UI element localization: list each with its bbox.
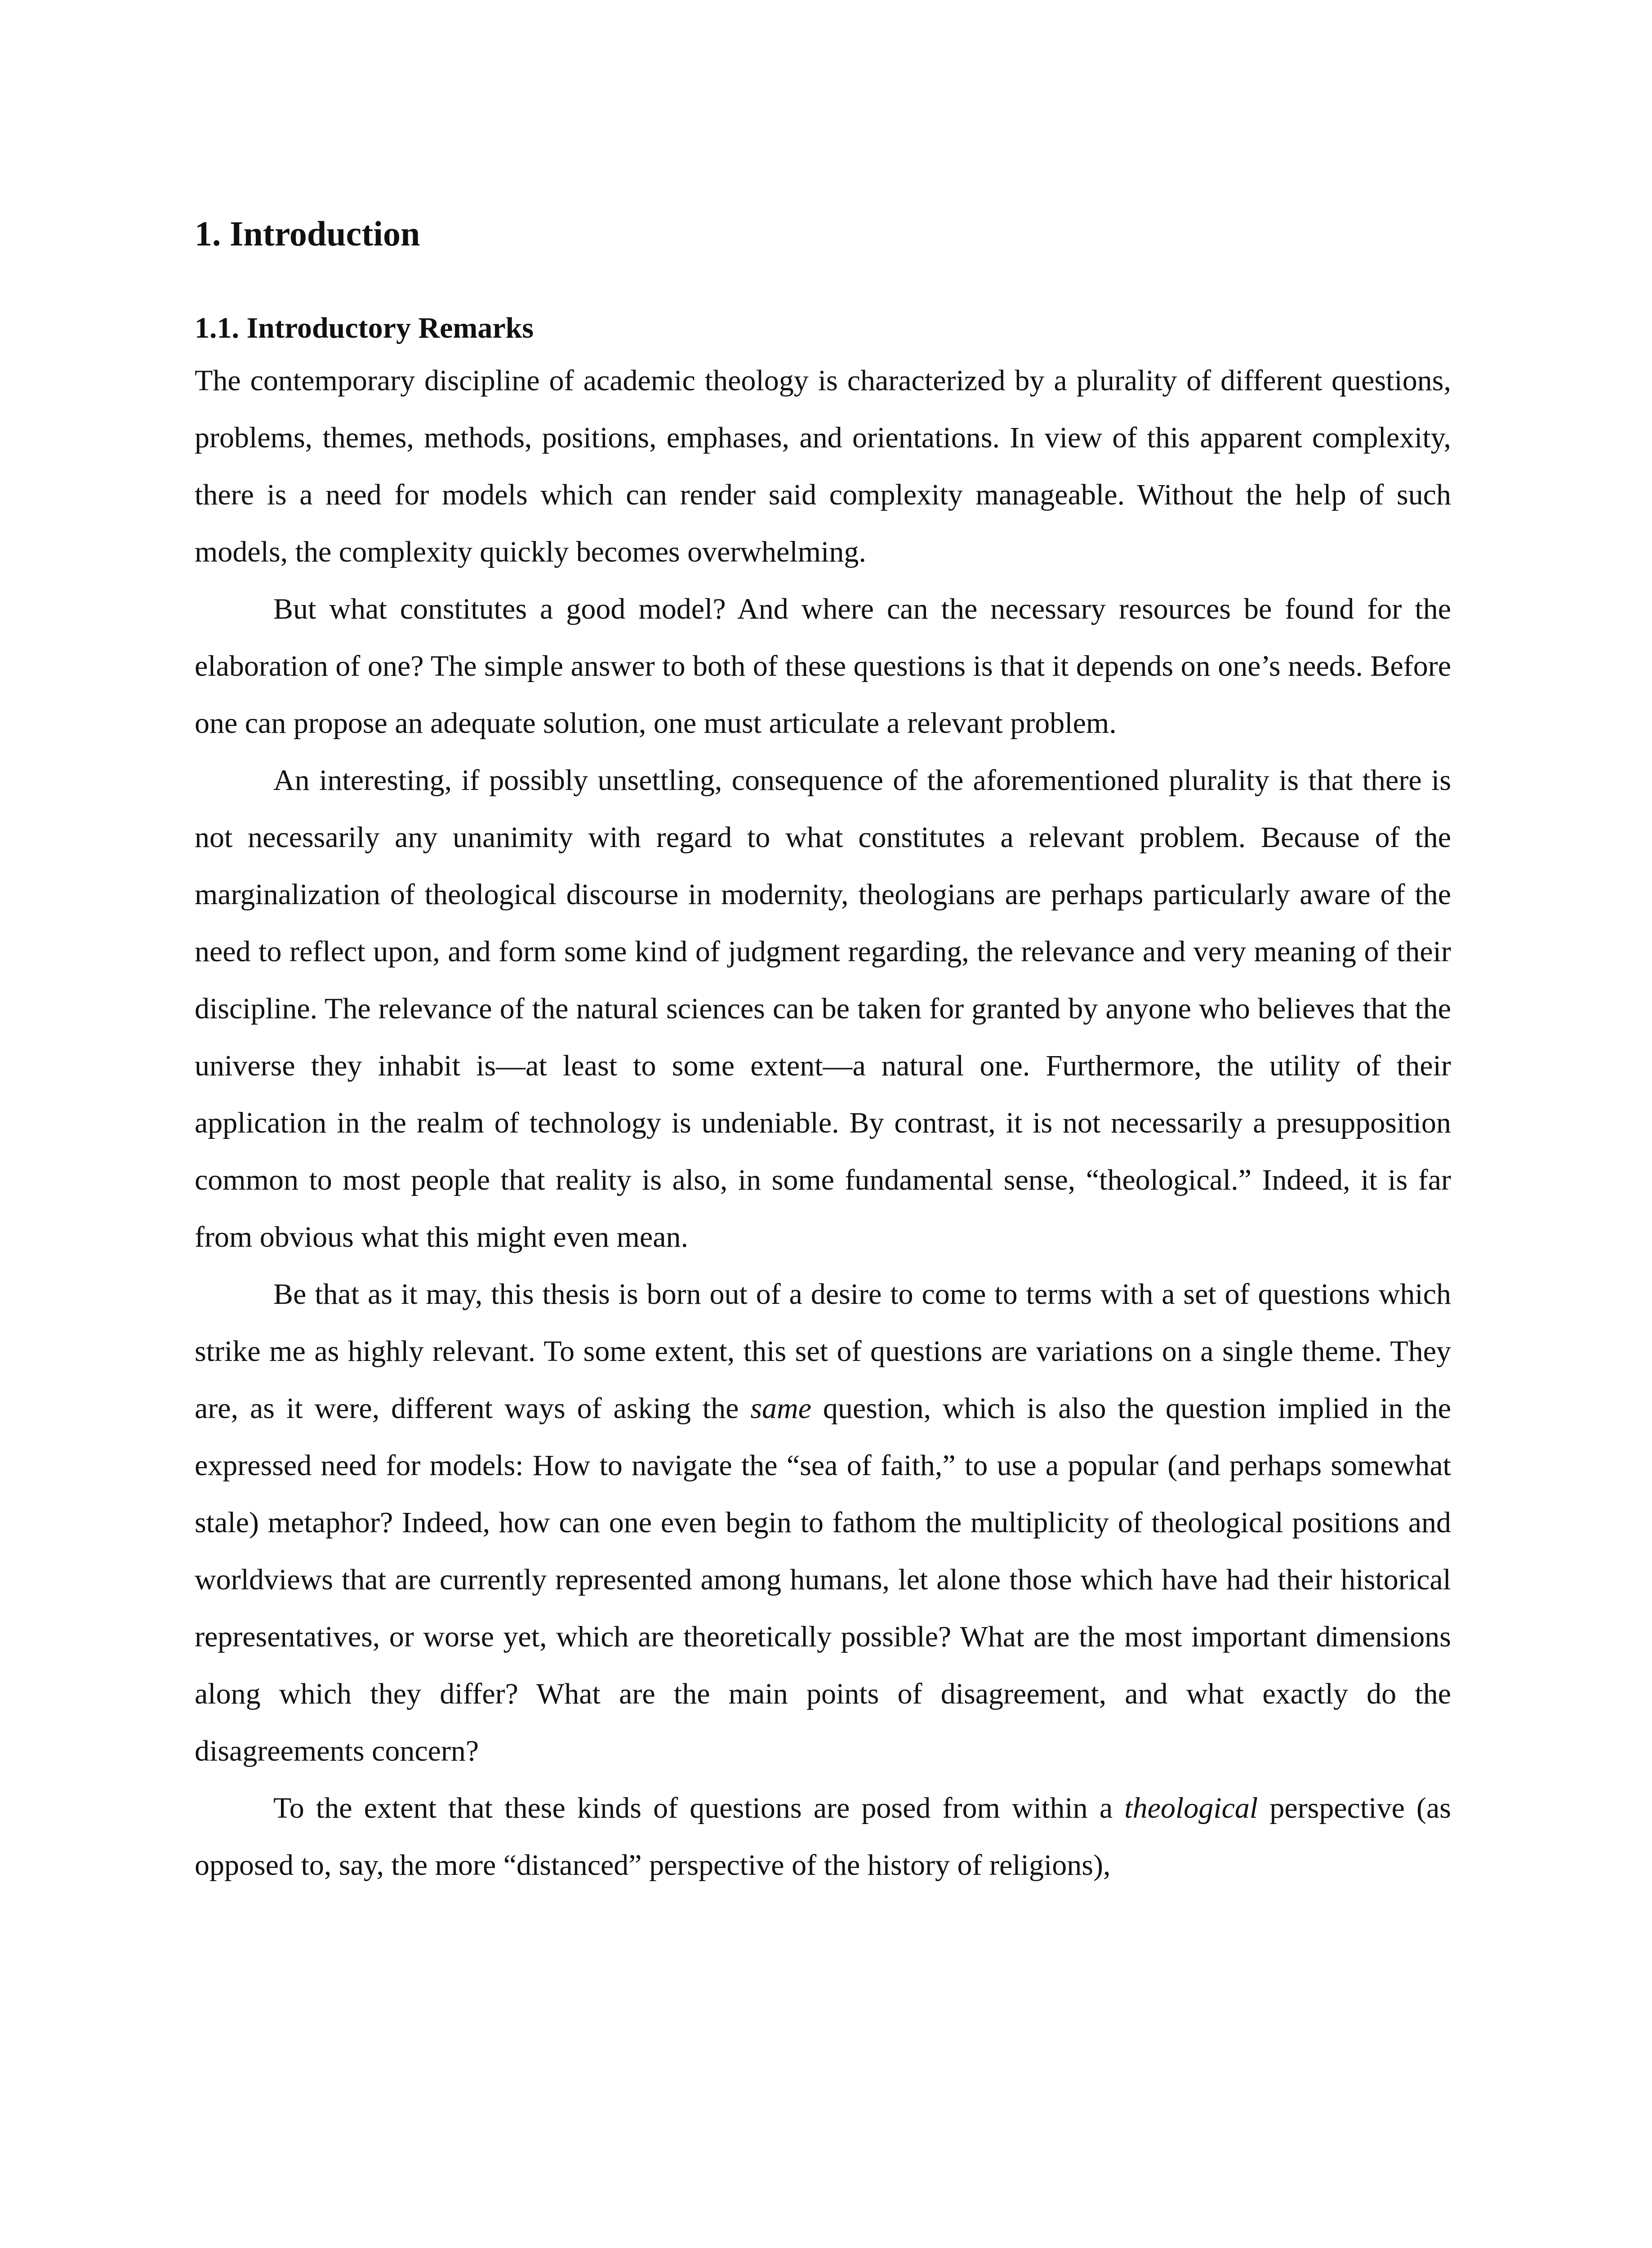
paragraph-text: Be that as it may, this thesis is born out of a desire to come to terms with a set of questions which strike me as highly relevant. To some extent, this set of questions are variations on a single theme. They are, as it were, different ways of asking the — [195, 1278, 1451, 1425]
paragraph-text: To the extent that these kinds of questions are posed from within a — [273, 1792, 1125, 1824]
paragraph-text: But what constitutes a good model? And where can the necessary resources be found for the elaboration of one? The simple answer to both of these questions is that it depends on one’s needs. Before one can propose an adequate solution, one must articulate a relevant problem. — [195, 593, 1451, 740]
emphasized-word: same — [750, 1392, 811, 1425]
paragraph-5 — [195, 1780, 1451, 1894]
paragraph-text: An interesting, if possibly unsettling, consequence of the aforementioned plurality is that there is not necessarily any unanimity with regard to what constitutes a relevant problem. Because of the marginalization of theological discourse in modernity, theologians are perhaps particularly aware of the need to reflect upon, and form some kind of judgment regarding, the relevance and very meaning of their discipline. The relevance of the natural sciences can be taken for granted by anyone who believes that the universe they inhabit is—at least to some extent—a natural one. Furthermore, the utility of their application in the realm of technology is undeniable. By contrast, it is not necessarily a presupposition common to most people that reality is also, in some fundamental sense, “theological.” Indeed, it is far from obvious what this might even mean. — [195, 764, 1451, 1253]
page-body — [195, 211, 1451, 1894]
paragraph-text: question, which is also the question implied in the expressed need for models: How to navigate the “sea of faith,” to use a popular (and perhaps somewhat stale) metaphor? Indeed, how can one even begin to fathom the multiplicity of theological positions and worldviews that are currently represented among humans, let alone those which have had their historical representatives, or worse yet, which are theoretically possible? What are the most important dimensions along which they differ? What are the main points of disagreement, and what exactly do the disagreements concern? — [195, 1392, 1451, 1767]
section-title: 1.1. Introductory Remarks — [195, 312, 534, 344]
paragraph-text: The contemporary discipline of academic theology is characterized by a plurality of different questions, problems, themes, methods, positions, emphases, and orientations. In view of this apparent complexity, there is a need for models which can render said complexity manageable. Without the help of such models, the complexity quickly becomes overwhelming. — [195, 364, 1451, 568]
emphasized-word: theological — [1124, 1792, 1258, 1824]
paragraph-1 — [195, 352, 1451, 580]
chapter-title: 1. Introduction — [195, 214, 420, 253]
paragraph-3 — [195, 752, 1451, 1266]
paragraph-2 — [195, 580, 1451, 752]
paragraph-text: perspective (as opposed to, say, the more “distanced” perspective of the history of religions), — [195, 1792, 1451, 1882]
paragraph-4 — [195, 1266, 1451, 1780]
